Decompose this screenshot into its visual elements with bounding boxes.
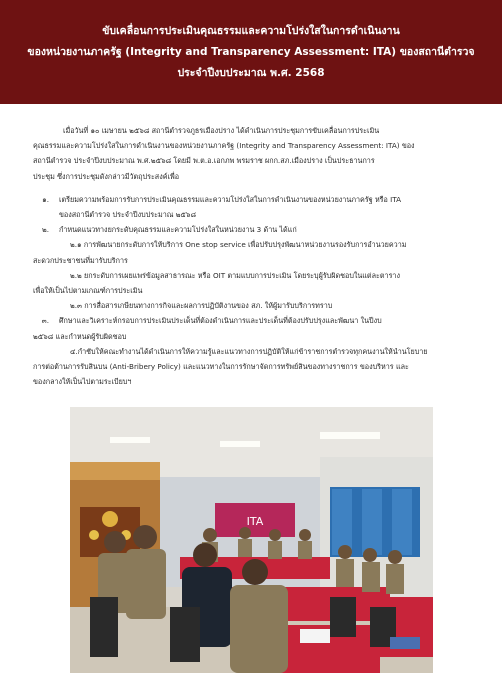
ceiling-light <box>220 441 260 447</box>
title-line-2: ของหน่วยงานภาครัฐ (Integrity and Transparency Assessment: ITA) ของสถานีตำรวจ <box>27 45 475 58</box>
meeting-photo <box>70 407 433 673</box>
sub-item-2-1-cont: สะดวกประชาชนที่มารับบริการ <box>33 255 128 265</box>
objective-item-3 <box>33 313 473 328</box>
objective-number: ๓. <box>41 316 49 326</box>
intro-paragraph <box>33 123 473 184</box>
officer-foreground <box>230 585 288 673</box>
intro-line: เมื่อวันที่ ๑๐ เมษายน ๒๕๖๘ สถานีตำรวจภูธรเมืองปราง ได้ดำเนินการประชุมการขับเคลื่อนการประเมิน <box>63 126 380 135</box>
objective-text: ศึกษาและวิเคราะห์กรอบการประเมินประเด็นที่ต้องดำเนินการและประเด็นที่ต้องปรับปรุงและพัฒนา ในปีงบ <box>59 316 382 326</box>
title-line-1: ขับเคลื่อนการประเมินคุณธรรมและความโปร่งใสในการดำเนินงาน <box>102 24 400 37</box>
sub-item-2-1: ๒.๑ การพัฒนายกระดับการให้บริการ One stop service เพื่อปรับปรุงพัฒนาหน่วยงานรองรับการอำนวยความ <box>70 240 407 250</box>
title-line-3: ประจำปีงบประมาณ พ.ศ. 2568 <box>177 66 325 79</box>
banner-label: ITA <box>246 515 264 528</box>
intro-line: ประชุม ซึ่งการประชุมดังกล่าวมีวัตถุประสงค์เพื่อ <box>33 171 180 181</box>
objective-item-4: ๔.กำชับให้คณะทำงานได้ดำเนินการให้ความรู้และแนวทางการปฏิบัติให้แก่ข้าราชการตำรวจทุกคนงานให้นำนโยบาย <box>70 346 428 356</box>
objective-item-2 <box>33 222 473 237</box>
objective-4-cont: การต่อต้านการรับสินบน (Anti-Bribery Policy) และแนวทางในการรักษาจัดการทรัพย์สินของทางราชการ ของบริหาร และ <box>33 362 409 372</box>
intro-line: สถานีตำรวจ ประจำปีงบประมาณ พ.ศ.๒๕๖๘ โดยมี พ.ต.อ.เอกภพ พรมราช ผกก.สภ.เมืองปราง เป็นประธานการ <box>33 156 375 166</box>
title-banner <box>0 0 502 104</box>
objective-number: ๒. <box>41 225 49 235</box>
objective-text: กำหนดแนวทางยกระดับคุณธรรมและความโปร่งใสในหน่วยงาน 3 ด้าน ได้แก่ <box>59 225 297 235</box>
objective-number: ๑. <box>42 194 49 204</box>
objective-text: เตรียมความพร้อมการรับการประเมินคุณธรรมและความโปร่งใสในการดำเนินงานของหน่วยงานภาครัฐ หรือ ITA <box>59 194 402 204</box>
objective-4-cont: ของกลางให้เป็นไปตามระเบียบฯ <box>33 377 132 387</box>
sub-item-2-2: ๒.๒ ยกระดับการเผยแพร่ข้อมูลสาธารณะ หรือ OIT ตามแบบการประเมิน โดยระบุผู้รับผิดชอบในแต่ละตาราง <box>70 270 400 280</box>
objective-text: ของสถานีตำรวจ ประจำปีงบประมาณ ๒๕๖๘ <box>59 210 196 220</box>
ceiling-light <box>320 432 380 439</box>
meeting-photo-illustration <box>70 407 433 673</box>
ceiling-light <box>110 437 150 443</box>
sub-item-2-2-cont: เพื่อให้เป็นไปตามเกณฑ์การประเมิน <box>33 286 143 296</box>
intro-line: คุณธรรมและความโปร่งใสในการดำเนินงานของหน่วยงานภาครัฐ (Integrity and Transparency Assessment: ITA) ของ <box>33 141 415 151</box>
article-body <box>33 123 473 389</box>
objective-3-cont: ๒๕๖๘ และกำหนดผู้รับผิดชอบ <box>33 331 127 341</box>
sub-item-2-3: ๒.๓ การสื่อสารเกษียนทางการกิจและผลการปฏิบัติงานของ สภ. ให้ผู้มารับบริการทราบ <box>70 301 333 311</box>
objective-item-1 <box>33 192 473 222</box>
